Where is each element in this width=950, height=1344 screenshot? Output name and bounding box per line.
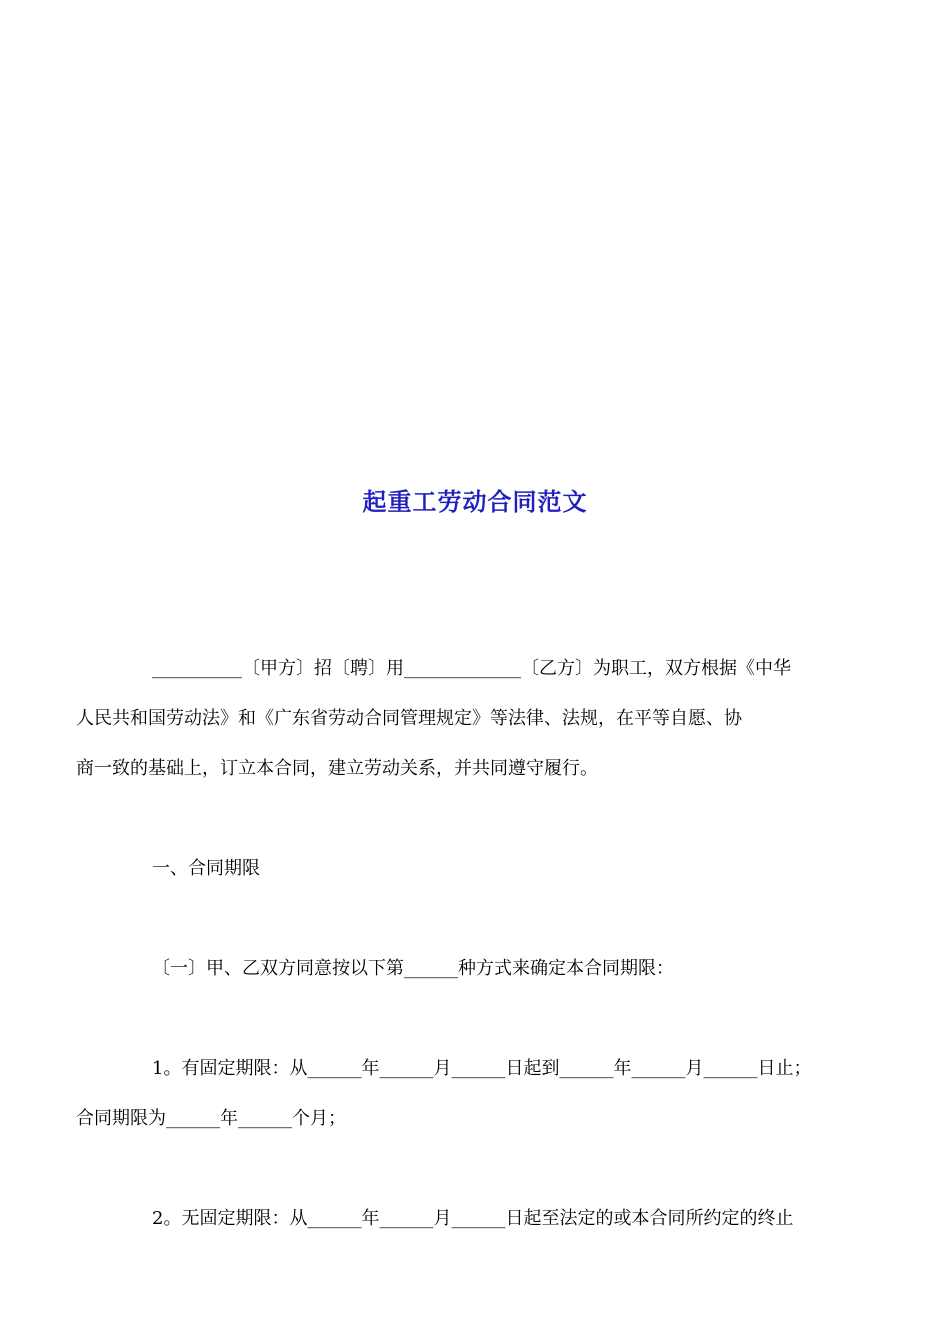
item-2-line-1: 2。无固定期限：从______年______月______日起至法定的或本合同所约定的终止 bbox=[152, 1208, 794, 1229]
intro-line-3: 商一致的基础上，订立本合同，建立劳动关系，并共同遵守履行。 bbox=[76, 758, 598, 779]
item-1-paragraph bbox=[76, 1044, 844, 1144]
item-1-line-1: 1。有固定期限：从______年______月______日起到______年______月______日止； bbox=[152, 1058, 812, 1079]
clause-1-text: 〔一〕甲、乙双方同意按以下第______种方式来确定本合同期限： bbox=[152, 958, 674, 979]
intro-line-1: __________〔甲方〕招〔聘〕用_____________〔乙方〕为职工，双方根据《中华 bbox=[152, 658, 791, 679]
section-heading-text: 一、合同期限 bbox=[152, 858, 260, 879]
section-heading-contract-term bbox=[114, 844, 844, 894]
intro-line-2: 人民共和国劳动法》和《广东省劳动合同管理规定》等法律、法规，在平等自愿、协 bbox=[76, 708, 742, 729]
intro-paragraph bbox=[76, 644, 844, 794]
item-2-paragraph bbox=[114, 1194, 844, 1244]
document-title: 起重工劳动合同范文 bbox=[362, 487, 588, 516]
clause-1-paragraph bbox=[114, 944, 844, 994]
item-1-line-2: 合同期限为______年______个月； bbox=[76, 1108, 346, 1129]
